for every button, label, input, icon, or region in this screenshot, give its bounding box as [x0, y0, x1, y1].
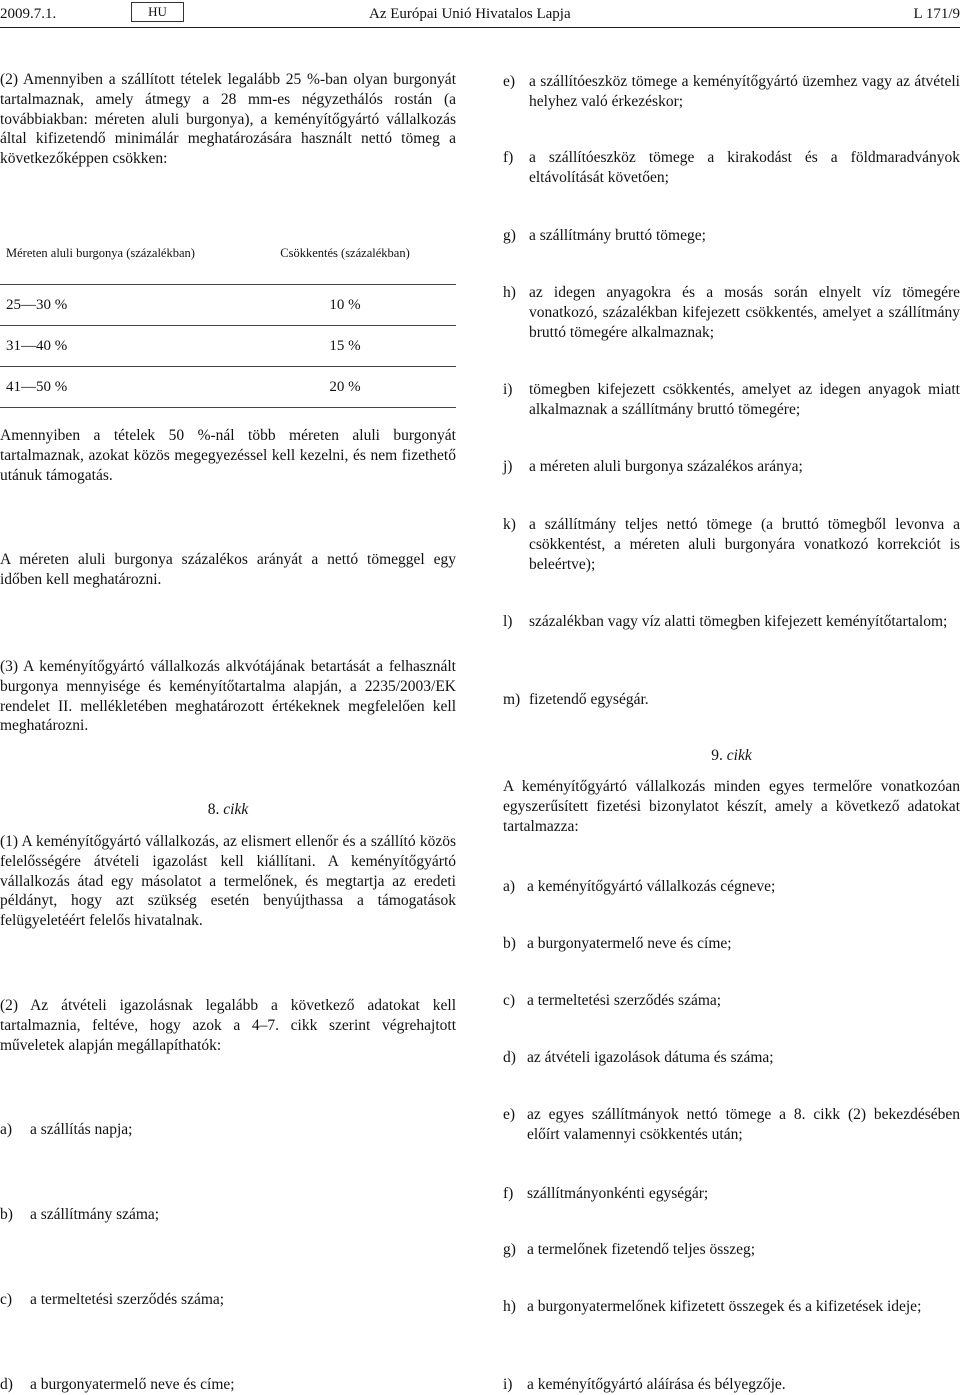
- list-item-label: b): [0, 1206, 13, 1223]
- list-item-label: f): [503, 149, 514, 166]
- list-item-label: e): [503, 73, 516, 90]
- list-item-label: c): [503, 992, 516, 1009]
- list-item: [0, 1120, 456, 1140]
- list-item: [503, 380, 960, 420]
- paragraph-over-50: Amennyiben a tételek 50 %-nál több méreten aluli burgonyát tartalmaznak, azokat közös megegyezéssel kell kezelni, és nem fizethető utánuk támogatás.: [0, 427, 456, 484]
- list-item-label: b): [503, 935, 516, 952]
- list-item-label: a): [503, 878, 516, 895]
- list-item: [503, 934, 960, 954]
- table-row: [0, 285, 456, 326]
- list-item: [503, 1375, 960, 1395]
- list-item: [503, 457, 960, 477]
- list-item-label: d): [0, 1376, 13, 1393]
- list-item-label: k): [503, 516, 516, 533]
- list-item-label: i): [503, 381, 513, 398]
- list-item-text: a burgonyatermelő neve és címe;: [527, 935, 732, 952]
- list-item-label: g): [503, 227, 516, 244]
- list-item-label: l): [503, 613, 513, 630]
- article-8-word: cikk: [223, 801, 249, 818]
- list-item: [503, 515, 960, 574]
- table-cell: 31—40 %: [0, 326, 234, 367]
- list-item-text: a szállítóeszköz tömege a kirakodást és a földmaradványok eltávolítását követően;: [529, 149, 960, 186]
- list-item: [503, 1297, 960, 1317]
- paragraph-net-weight: A méreten aluli burgonya százalékos arányát a nettó tömeggel egy időben kell meghatározni.: [0, 551, 456, 588]
- list-item: [503, 991, 960, 1011]
- list-item-text: a szállítmány teljes nettó tömege (a bruttó tömegből levonva a csökkentést, a méreten aluli burgonyára vonatkozó korrekciót is beleértve);: [529, 516, 960, 573]
- table-cell: 15 %: [234, 326, 456, 367]
- article-8-number: 8.: [207, 801, 220, 818]
- list-item-label: d): [503, 1049, 516, 1066]
- list-item-text: a termeltetési szerződés száma;: [30, 1291, 225, 1308]
- table-cell: 20 %: [234, 367, 456, 408]
- list-item: [503, 690, 960, 710]
- list-item: [503, 1240, 960, 1260]
- list-item-text: az egyes szállítmányok nettó tömege a 8. cikk (2) bekezdésében előírt valamennyi csökkentés után;: [527, 1106, 960, 1143]
- table-header-undersized: Méreten aluli burgonya (százalékban): [0, 222, 234, 285]
- list-item-text: fizetendő egységár.: [529, 691, 649, 708]
- list-item: [503, 1105, 960, 1145]
- reduction-table: [0, 222, 456, 408]
- list-item-label: a): [0, 1121, 13, 1138]
- list-item-text: a burgonyatermelőnek kifizetett összegek és a kifizetések ideje;: [527, 1298, 922, 1315]
- list-item: [503, 148, 960, 188]
- article-9-number: 9.: [711, 747, 723, 764]
- article-8-paragraph-1: (1) A keményítőgyártó vállalkozás, az elismert ellenőr és a szállító közös felelősségére átvételi igazolást kell kiállítani. A keményítőgyártó vállalkozás átad egy másolatot a termelőnek, és megtartja az eredeti példányt, hogy azt szükség esetén benyújthassa a támogatások felügyeletéért felelős hivatalnak.: [0, 833, 456, 930]
- header-divider: [0, 27, 960, 28]
- list-item-label: h): [503, 1298, 516, 1315]
- list-item-text: a burgonyatermelő neve és címe;: [30, 1376, 235, 1393]
- list-item: [503, 1048, 960, 1068]
- page-number: L 171/9: [913, 6, 960, 22]
- table-cell: 41—50 %: [0, 367, 234, 408]
- list-item-text: százalékban vagy víz alatti tömegben kifejezett keményítőtartalom;: [529, 613, 948, 630]
- article-8-paragraph-2: (2) Az átvételi igazolásnak legalább a következő adatokat kell tartalmaznia, feltéve, hogy azok a 4–7. cikk szerint végrehajtott műveletek alapján megállapíthatók:: [0, 997, 456, 1054]
- list-item-text: tömegben kifejezett csökkentés, amelyet az idegen anyagok miatt alkalmaznak a szállítmány bruttó tömegére;: [529, 381, 960, 418]
- list-item-label: i): [503, 1376, 513, 1393]
- list-item-text: a méreten aluli burgonya százalékos aránya;: [529, 458, 803, 475]
- list-item-label: f): [503, 1185, 514, 1202]
- list-item: [0, 1290, 456, 1310]
- table-row: [0, 367, 456, 408]
- list-item-text: a szállítóeszköz tömege a keményítőgyártó üzemhez vagy az átvételi helyhez való érkezéskor;: [529, 73, 960, 110]
- list-item-label: g): [503, 1241, 516, 1258]
- list-item: [0, 1205, 456, 1225]
- list-item-text: a keményítőgyártó aláírása és bélyegzője.: [527, 1376, 786, 1393]
- list-item: [503, 877, 960, 897]
- list-item: [503, 1184, 960, 1204]
- table-header-reduction: Csökkentés (százalékban): [234, 222, 456, 285]
- list-item-label: m): [503, 691, 521, 708]
- list-item: [503, 72, 960, 112]
- list-item-text: a termelőnek fizetendő teljes összeg;: [527, 1241, 756, 1258]
- list-item-text: a szállítmány bruttó tömege;: [529, 227, 706, 244]
- table-row: [0, 326, 456, 367]
- list-item-label: h): [503, 284, 516, 301]
- language-badge: HU: [131, 2, 184, 22]
- list-item: [503, 612, 960, 632]
- list-item-text: a keményítőgyártó vállalkozás cégneve;: [527, 878, 776, 895]
- header-date: 2009.7.1.: [0, 6, 57, 22]
- list-item-text: a termeltetési szerződés száma;: [527, 992, 722, 1009]
- paragraph-3: (3) A keményítőgyártó vállalkozás alkvótájának betartását a felhasznált burgonya mennyisége és keményítőtartalma alapján, a 2235/2003/EK rendelet II. mellékletében meghatározott értékeknek megfelelően kell meghatározni.: [0, 658, 456, 735]
- article-9-word: cikk: [726, 747, 752, 764]
- table-cell: 10 %: [234, 285, 456, 326]
- journal-title: Az Európai Unió Hivatalos Lapja: [369, 6, 571, 22]
- paragraph-2-intro: (2) Amennyiben a szállított tételek legalább 25 %-ban olyan burgonyát tartalmaznak, amely átmegy a 28 mm-es négyzethálós rostán (a továbbiakban: méreten aluli burgonya), a keményítőgyártó vállalkozás által kifizetendő minimálár meghatározására használt nettó tömeg a következőképpen csökken:: [0, 71, 456, 168]
- list-item-text: a szállítmány száma;: [30, 1206, 160, 1223]
- article-9-intro: A keményítőgyártó vállalkozás minden egyes termelőre vonatkozóan egyszerűsített fizetési bizonylatot készít, amely a következő adatokat tartalmazza:: [503, 778, 960, 835]
- list-item-text: szállítmányonkénti egységár;: [527, 1185, 709, 1202]
- table-cell: 25—30 %: [0, 285, 234, 326]
- article-8-heading: [0, 800, 456, 820]
- list-item: [503, 283, 960, 342]
- list-item: [503, 226, 960, 246]
- table-header-row: [0, 222, 456, 285]
- list-item: [0, 1375, 456, 1395]
- list-item-text: az idegen anyagokra és a mosás során elnyelt víz tömegére vonatkozó, százalékban kifejezett csökkentés, amelyet a szállítmány bruttó tömegére alkalmaznak;: [529, 284, 960, 341]
- list-item-label: j): [503, 458, 513, 475]
- list-item-label: c): [0, 1291, 13, 1308]
- list-item-label: e): [503, 1106, 516, 1123]
- article-9-heading: [503, 746, 960, 766]
- list-item-text: a szállítás napja;: [30, 1121, 133, 1138]
- list-item-text: az átvételi igazolások dátuma és száma;: [527, 1049, 774, 1066]
